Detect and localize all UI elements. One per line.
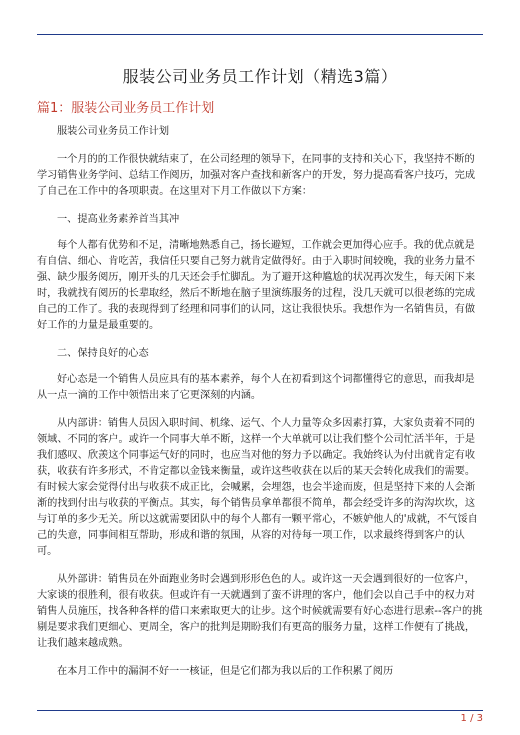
section-heading: 篇1：服装公司业务员工作计划 (37, 101, 215, 116)
heading-2: 二、保持良好的心态 (57, 348, 149, 359)
paragraph-attitude: 好心态是一个销售人员应具有的基本素养，每个人在初看到这个词都懂得它的意思，而我却是从一点一滴的工作中领悟出来了它更深刻的内涵。 (37, 374, 475, 401)
paragraph-closing: 在本月工作中的漏洞不好一一核证，但是它们都为我以后的工作积累了阅历 (57, 666, 394, 677)
subtitle: 服装公司业务员工作计划 (57, 126, 170, 137)
footer-rule (37, 710, 483, 711)
paragraph-external: 从外部讲：销售员在外面跑业务时会遇到形形色色的人。或许这一天会遇到很好的一位客户，大家谈的很胜利，很有收获。但或许有一天就遇到了蛮不讲理的客户，他们会以自己手中的权力对销售人员施压，找各种各样的借口来索取更大的让步。这个时候就需要有好心态进行思索--客户的挑剔是要求我们更细心、更周全，客户的批判是期盼我们有更高的服务力量，这样工作便有了挑战，让我们越来越成熟。 (37, 574, 483, 649)
paragraph-intro: 一个月的的工作很快就结束了，在公司经理的领导下，在同事的支持和关心下，我坚持不断的学习销售业务学问、总结工作阅历，加强对客户查找和新客户的开发，努力提高看客户技巧，完成了自己在工作中的各项职责。在这里对下月工作做以下方案： (37, 154, 476, 197)
header-rule (37, 34, 483, 35)
paragraph-strength: 每个人都有优势和不足，清晰地熟悉自己，扬长避短，工作就会更加得心应手。我的优点就是有自信、细心、肯吃苦，我信任只要自己努力就肯定做得好。由于入职时间较晚，我的业务力量不强、缺少服务阅历，刚开头的几天还会手忙脚乱。为了避开这种尴尬的状况再次发生，每天闲下来时，我就找有阅历的长辈取经，然后不断地在脑子里演练服务的过程，没几天就可以很老练的完成自己的工作了。我的表现得到了经理和同事们的认同，这让我很快乐。我想作为一名销售员，有做好工作的力量是最重要的。 (37, 240, 476, 331)
document-body (37, 124, 483, 692)
heading-1: 一、提高业务素养首当其冲 (57, 214, 180, 225)
page-number: 1 / 3 (460, 713, 483, 724)
document-title: 服装公司业务员工作计划（精选3篇） (122, 67, 398, 86)
paragraph-internal: 从内部讲：销售人员因入职时间、机缘、运气、个人力量等众多因素打算，大家负责着不同的领域、不同的客户。或许一个同事大单不断，这样一个大单就可以让我们整个公司忙活半年，于是我们感叹、欣羡这个同事运气好的同时，也应当对他的努力予以确定。我始终认为付出就肯定有收获，收获有许多形式，不肯定都以金钱来衡量，或许这些收获在以后的某天会转化成我们的需要。有时候大家会觉得付出与收获不成正比，会喊累，会埋怨，也会半途而废，但是坚持下来的人会渐渐的找到付出与收获的平衡点。其实，每个销售员拿单都很不简单，都会经受许多的沟沟坎坎，这与订单的多少无关。所以这就需要团队中的每个人都有一颗平常心，不嫉妒他人的'成就，不气馁自己的失意，同事间相互帮助，形成和谐的氛围，从容的对待每一项工作，以求最终得到客户的认可。 (37, 418, 478, 557)
